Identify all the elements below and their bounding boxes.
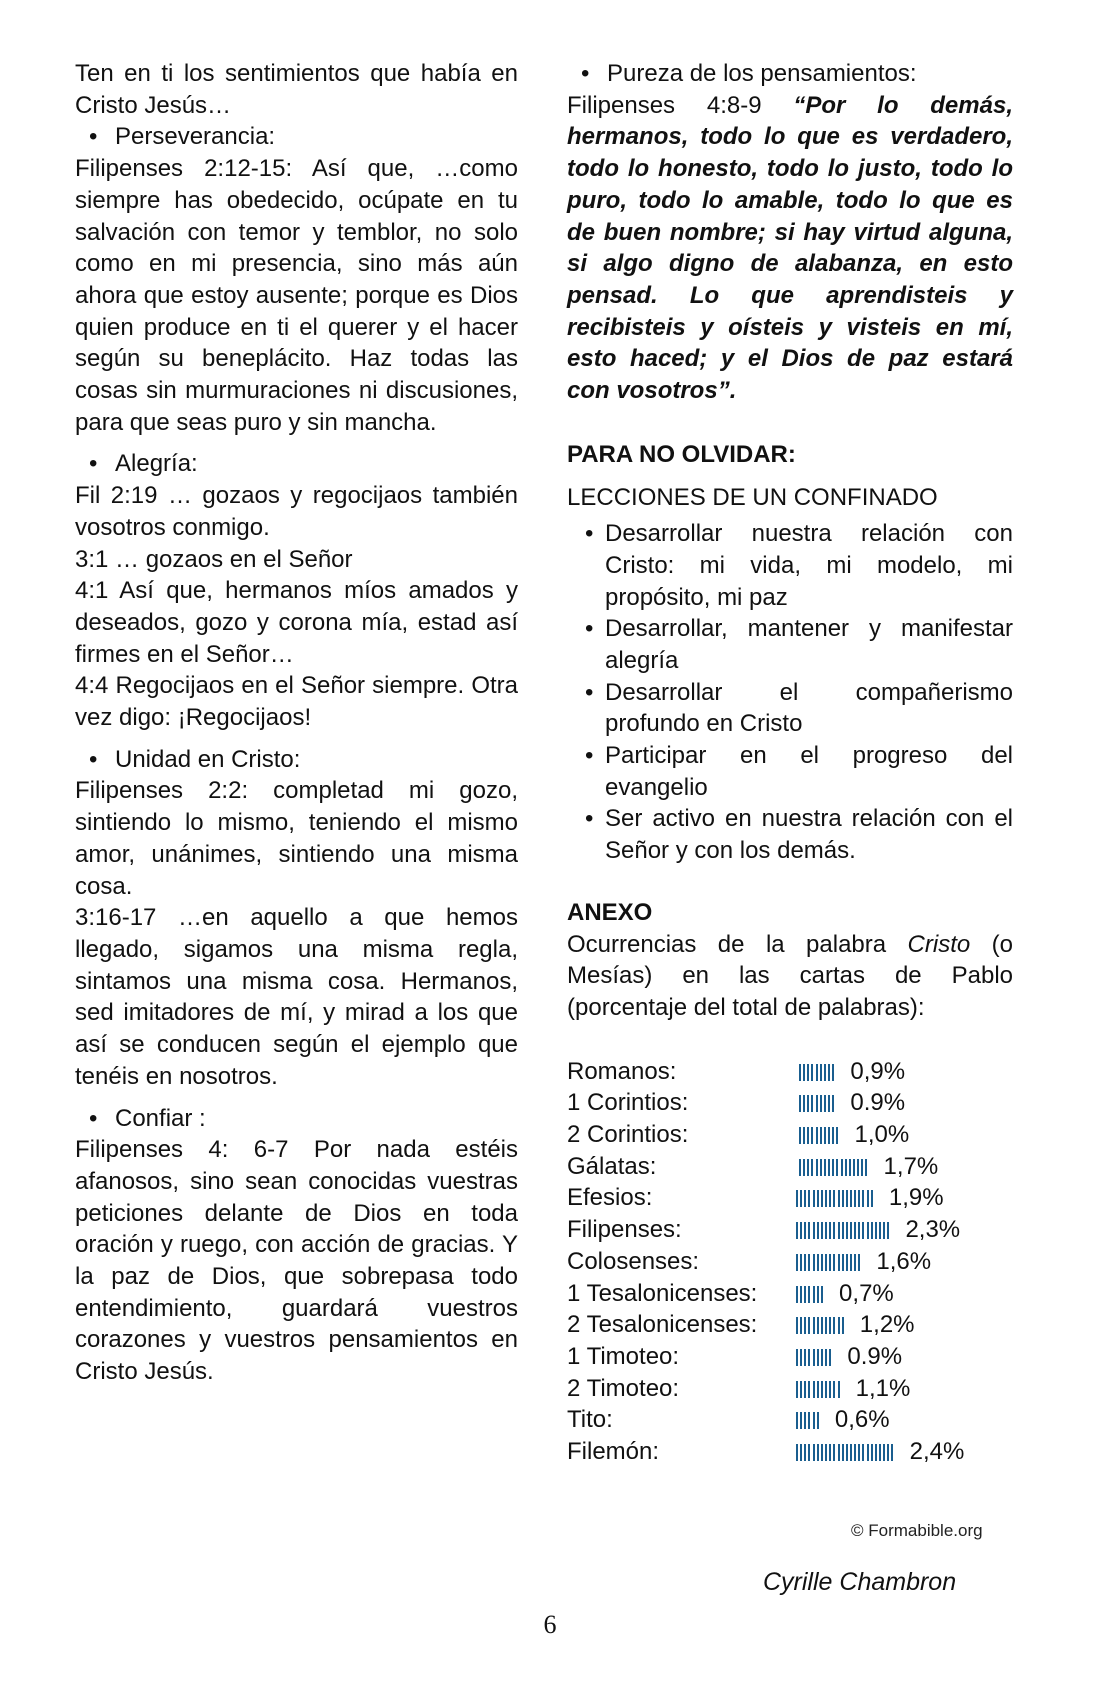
chart-data-label: 1,2% [859, 1311, 915, 1339]
chart-bar-tick [808, 1317, 810, 1334]
chart-bar-tick [853, 1159, 855, 1176]
chart-category-label: 1 Tesalonicenses: [567, 1279, 758, 1307]
chart-bar-tick [796, 1412, 798, 1429]
chart-bar-tick [825, 1254, 827, 1271]
chart-bar-tick [800, 1317, 802, 1334]
chart-bar-tick [821, 1444, 823, 1461]
chart-bar-tick [829, 1190, 831, 1207]
chart-bar-tick [804, 1381, 806, 1398]
chart-bar-tick [796, 1349, 798, 1366]
section-paragraph: Filipenses 2:2: completad mi gozo, sintiendo lo mismo, teniendo el mismo amor, unánimes, sintiendo una misma cosa. [75, 777, 518, 900]
chart-bar-tick [833, 1254, 835, 1271]
section-paragraph: Fil 2:19 … gozaos y regocijaos también vosotros conmigo. [75, 482, 518, 541]
chart-bar-tick [854, 1444, 856, 1461]
chart-row [567, 1182, 1013, 1214]
chart-data-label: 2,3% [905, 1216, 961, 1244]
lessons-title: LECCIONES DE UN CONFINADO [567, 484, 938, 512]
section-heading: • Unidad en Cristo: [89, 744, 518, 776]
remember-title: PARA NO OLVIDAR: [567, 440, 796, 468]
chart-bar [796, 1286, 825, 1303]
chart-bar-tick [854, 1222, 856, 1239]
chart-bar-tick [865, 1159, 867, 1176]
chart-bar-tick [825, 1190, 827, 1207]
bullet-icon: • [585, 678, 594, 706]
chart-bar-tick [804, 1286, 806, 1303]
chart-data-label: 1,0% [854, 1121, 910, 1149]
chart-bar-tick [833, 1381, 835, 1398]
chart-row [567, 1373, 1013, 1405]
chart-bar-tick [807, 1127, 809, 1144]
chart-bar-tick [808, 1222, 810, 1239]
chart-bar-tick [858, 1190, 860, 1207]
chart-bar-tick [800, 1412, 802, 1429]
chart-bar-tick [803, 1095, 805, 1112]
bullet-icon: • [585, 615, 594, 643]
chart-bar-tick [887, 1444, 889, 1461]
chart-bar-tick [817, 1190, 819, 1207]
chart-bar-tick [820, 1159, 822, 1176]
chart-bar-tick [833, 1190, 835, 1207]
section-paragraph: 4:4 Regocijaos en el Señor siempre. Otra vez digo: ¡Regocijaos! [75, 672, 518, 732]
chart-bar-tick [813, 1381, 815, 1398]
chart-bar-tick [850, 1190, 852, 1207]
chart-bar-tick [807, 1159, 809, 1176]
chart-bar-tick [817, 1286, 819, 1303]
lessons-list [567, 518, 1013, 867]
chart-bar-tick [820, 1095, 822, 1112]
chart-bar-tick [849, 1159, 851, 1176]
chart-data-label: 1,9% [888, 1184, 944, 1212]
chart-bar-tick [800, 1381, 802, 1398]
chart-bar-tick [832, 1095, 834, 1112]
chart-bar-tick [808, 1381, 810, 1398]
chart-bar-tick [804, 1222, 806, 1239]
chart-data-label: 0.9% [847, 1342, 903, 1370]
chart-category-label: Filipenses: [567, 1216, 682, 1244]
chart-bar-tick [841, 1159, 843, 1176]
intro-text: Ten en ti los sentimientos que había en Cristo Jesús… [75, 60, 518, 119]
chart-category-label: Tito: [567, 1406, 613, 1434]
chart-bar-tick [829, 1254, 831, 1271]
chart-row [567, 1151, 1013, 1183]
annex-italic-word: Cristo [907, 930, 971, 958]
chart-bar-tick [842, 1317, 844, 1334]
chart-bar-tick [838, 1222, 840, 1239]
chart-bar [796, 1349, 833, 1366]
chart-data-label: 2,4% [909, 1437, 965, 1465]
chart-bar-tick [825, 1349, 827, 1366]
chart-category-label: 2 Timoteo: [567, 1374, 680, 1402]
chart-row [567, 1214, 1013, 1246]
chart-bar-tick [813, 1349, 815, 1366]
bullet-icon: • [89, 1104, 98, 1132]
chart-bar [799, 1159, 870, 1176]
chart-bar-tick [803, 1159, 805, 1176]
chart-bar-tick [871, 1222, 873, 1239]
section-paragraph: 3:16-17 …en aquello a que hemos llegado, sigamos una misma regla, sintamos una misma cosa. Hermanos, sed imitadores de mí, y mirad a los que así se conducen según el ejemplo que tenéis en nosotros. [75, 904, 518, 1090]
chart-row [567, 1436, 1013, 1468]
occurrence-chart [567, 1056, 1013, 1468]
chart-bar-tick [829, 1444, 831, 1461]
chart-bar-tick [817, 1444, 819, 1461]
section-paragraph: 3:1 … gozaos en el Señor [75, 545, 353, 573]
chart-category-label: Efesios: [567, 1184, 653, 1212]
chart-bar-tick [871, 1444, 873, 1461]
chart-bar-tick [821, 1286, 823, 1303]
chart-bar-tick [796, 1254, 798, 1271]
chart-bar-tick [867, 1444, 869, 1461]
chart-category-label: 2 Tesalonicenses: [567, 1311, 758, 1339]
annex-title: ANEXO [567, 898, 653, 926]
chart-bar-tick [858, 1444, 860, 1461]
chart-data-label: 0,7% [839, 1279, 894, 1307]
chart-bar-tick [824, 1064, 826, 1081]
chart-bar-tick [800, 1254, 802, 1271]
chart-bar-tick [828, 1159, 830, 1176]
chart-category-label: 1 Corintios: [567, 1089, 689, 1117]
chart-bar-tick [796, 1286, 798, 1303]
chart-category-label: Romanos: [567, 1057, 677, 1085]
page-number: 6 [543, 1610, 557, 1639]
chart-bar-tick [824, 1095, 826, 1112]
chart-bar-tick [811, 1095, 813, 1112]
chart-bar-tick [817, 1254, 819, 1271]
chart-bar-tick [799, 1127, 801, 1144]
chart-bar-tick [838, 1381, 840, 1398]
chart-bar-tick [857, 1159, 859, 1176]
chart-category-label: Filemón: [567, 1437, 660, 1465]
chart-bar-tick [858, 1222, 860, 1239]
chart-data-label: 1,6% [876, 1247, 932, 1275]
chart-bar-tick [796, 1222, 798, 1239]
purity-heading: • Pureza de los pensamientos: [581, 58, 1013, 90]
lesson-item: • Desarrollar el compañerismo profundo en Cristo [585, 678, 1013, 738]
chart-data-label: 1,7% [883, 1152, 939, 1180]
chart-bar-tick [804, 1190, 806, 1207]
chart-bar-tick [820, 1127, 822, 1144]
chart-bar-tick [807, 1095, 809, 1112]
chart-bar-tick [829, 1381, 831, 1398]
chart-bar-tick [887, 1222, 889, 1239]
chart-bar-tick [838, 1317, 840, 1334]
chart-bar-tick [816, 1064, 818, 1081]
chart-bar-tick [800, 1444, 802, 1461]
chart-bar-tick [817, 1412, 819, 1429]
chart-bar [796, 1317, 846, 1334]
chart-bar-tick [817, 1349, 819, 1366]
chart-bar-tick [803, 1064, 805, 1081]
chart-bar-tick [846, 1222, 848, 1239]
section-paragraph: Filipenses 2:12-15: Así que, …como siempre has obedecido, ocúpate en tu salvación con temor y temblor, no solo como en mi presencia, sino más aún ahora que estoy ausente; porque es Dios quien produce en ti el querer y el hacer según su beneplácito. Haz todas las cosas sin murmuraciones ni discusiones, para que seas puro y sin mancha. [75, 155, 518, 436]
chart-row [567, 1404, 1013, 1436]
chart-bar-tick [838, 1190, 840, 1207]
chart-bar-tick [832, 1127, 834, 1144]
chart-row [567, 1087, 1013, 1119]
chart-bar-tick [846, 1444, 848, 1461]
chart-bar-tick [862, 1222, 864, 1239]
chart-bar-tick [813, 1286, 815, 1303]
chart-bar-tick [808, 1349, 810, 1366]
chart-bar-tick [811, 1064, 813, 1081]
chart-bar-tick [833, 1444, 835, 1461]
bullet-icon: • [89, 123, 98, 151]
chart-bar-tick [808, 1444, 810, 1461]
chart-bar [796, 1190, 875, 1207]
chart-bar-tick [825, 1317, 827, 1334]
chart-bar-tick [803, 1127, 805, 1144]
chart-bar-tick [824, 1159, 826, 1176]
chart-row [567, 1278, 1013, 1310]
bullet-icon: • [585, 805, 594, 833]
chart-bar-tick [821, 1381, 823, 1398]
section-paragraph: Filipenses 4: 6-7 Por nada estéis afanosos, sino sean conocidas vuestras peticiones delante de Dios en toda oración y ruego, con acción de gracias. Y la paz de Dios, que sobrepasa todo entendimiento, guardará vuestros corazones y vuestros pensamientos en Cristo Jesús. [75, 1136, 518, 1386]
chart-bar-tick [825, 1444, 827, 1461]
chart-category-label: 2 Corintios: [567, 1121, 689, 1149]
chart-bar-tick [854, 1254, 856, 1271]
bullet-icon: • [89, 745, 98, 773]
chart-row [567, 1119, 1013, 1151]
chart-bar-tick [836, 1159, 838, 1176]
chart-bar-tick [821, 1222, 823, 1239]
chart-bar-tick [796, 1317, 798, 1334]
purity-quote: “Por lo demás, hermanos, todo lo que es verdadero, todo lo honesto, todo lo justo, todo lo puro, todo lo amable, todo lo que es de buen nombre; si hay virtud alguna, si algo digno de alabanza, en esto pensad. Lo que aprendisteis y recibisteis y oísteis y visteis en mí, esto haced; y el Dios de paz estará con vosotros”. [567, 91, 1013, 405]
chart-bar [799, 1127, 841, 1144]
chart-bar-tick [846, 1254, 848, 1271]
chart-bar [796, 1412, 821, 1429]
chart-bar-tick [829, 1349, 831, 1366]
chart-bar-tick [891, 1444, 893, 1461]
chart-bar-tick [811, 1127, 813, 1144]
chart-bar-tick [862, 1190, 864, 1207]
chart-bar-tick [883, 1444, 885, 1461]
chart-bar-tick [813, 1317, 815, 1334]
chart-bar-tick [821, 1317, 823, 1334]
annex-description: Ocurrencias de la palabra Cristo (o Mesías) en las cartas de Pablo (porcentaje del total de palabras): [567, 930, 1013, 1021]
chart-bar-tick [817, 1222, 819, 1239]
chart-bar-tick [800, 1286, 802, 1303]
chart-row [567, 1056, 1013, 1088]
chart-bar-tick [813, 1444, 815, 1461]
chart-bar-tick [833, 1222, 835, 1239]
chart-bar-tick [816, 1159, 818, 1176]
chart-bar-tick [842, 1444, 844, 1461]
chart-bar-tick [825, 1222, 827, 1239]
purity-reference: Filipenses 4:8-9 [567, 91, 762, 119]
chart-bar-tick [867, 1222, 869, 1239]
chart-bar-tick [850, 1254, 852, 1271]
chart-category-label: Gálatas: [567, 1152, 657, 1180]
section-heading: • Alegría: [89, 448, 518, 480]
right-column [567, 58, 1013, 1468]
chart-row [567, 1246, 1013, 1278]
chart-data-label: 0.9% [850, 1089, 906, 1117]
chart-bar-tick [800, 1349, 802, 1366]
chart-bar-tick [828, 1095, 830, 1112]
left-sections [75, 121, 518, 1387]
chart-bar-tick [825, 1381, 827, 1398]
bullet-icon: • [89, 450, 98, 478]
chart-bar-tick [816, 1127, 818, 1144]
chart-bar-tick [799, 1159, 801, 1176]
chart-category-label: Colosenses: [567, 1247, 700, 1275]
chart-bar-tick [800, 1222, 802, 1239]
chart-bar [799, 1095, 836, 1112]
bullet-icon: • [585, 742, 594, 770]
chart-bar-tick [846, 1190, 848, 1207]
chart-bar-tick [879, 1222, 881, 1239]
chart-bar-tick [808, 1190, 810, 1207]
chart-bar-tick [808, 1254, 810, 1271]
chart-bar-tick [821, 1349, 823, 1366]
chart-row [567, 1341, 1013, 1373]
chart-bar-tick [804, 1317, 806, 1334]
chart-bar-tick [796, 1190, 798, 1207]
copyright-note: © Formabible.org [851, 1521, 983, 1540]
chart-bar-tick [850, 1222, 852, 1239]
chart-bar-tick [813, 1222, 815, 1239]
chart-bar-tick [816, 1095, 818, 1112]
chart-bar-tick [808, 1412, 810, 1429]
lesson-item: • Desarrollar, mantener y manifestar alegría [585, 615, 1013, 674]
chart-bar-tick [871, 1190, 873, 1207]
chart-bar-tick [832, 1159, 834, 1176]
chart-bar [796, 1254, 862, 1271]
chart-data-label: 1,1% [855, 1374, 911, 1402]
chart-bar-tick [817, 1381, 819, 1398]
chart-bar [799, 1064, 836, 1081]
bullet-icon: • [585, 520, 594, 548]
left-column [75, 58, 518, 1388]
section-heading: • Perseverancia: [89, 121, 518, 153]
lesson-item: • Participar en el progreso del evangelio [585, 742, 1013, 801]
bullet-icon: • [581, 60, 590, 87]
chart-bar-tick [811, 1159, 813, 1176]
chart-data-label: 0,6% [834, 1406, 890, 1434]
chart-bar-tick [850, 1444, 852, 1461]
chart-bar-tick [842, 1190, 844, 1207]
chart-bar-tick [854, 1190, 856, 1207]
chart-bar-tick [824, 1127, 826, 1144]
chart-bar-tick [883, 1222, 885, 1239]
chart-data-label: 0,9% [850, 1057, 906, 1085]
chart-bar-tick [861, 1159, 863, 1176]
chart-bar-tick [817, 1317, 819, 1334]
chart-bar-tick [800, 1190, 802, 1207]
chart-bar-tick [804, 1412, 806, 1429]
lesson-item: • Ser activo en nuestra relación con el Señor y con los demás. [585, 805, 1013, 865]
chart-bar-tick [813, 1190, 815, 1207]
chart-bar-tick [833, 1317, 835, 1334]
chart-bar-tick [842, 1254, 844, 1271]
chart-bar-tick [808, 1286, 810, 1303]
chart-bar-tick [804, 1444, 806, 1461]
chart-bar-tick [796, 1381, 798, 1398]
section-heading: • Confiar : [89, 1103, 518, 1135]
chart-bar-tick [838, 1444, 840, 1461]
chart-bar-tick [875, 1444, 877, 1461]
chart-bar-tick [804, 1254, 806, 1271]
chart-bar-tick [858, 1254, 860, 1271]
chart-bar-tick [820, 1064, 822, 1081]
chart-bar-tick [828, 1064, 830, 1081]
chart-bar-tick [828, 1127, 830, 1144]
chart-bar-tick [845, 1159, 847, 1176]
chart-bar-tick [862, 1444, 864, 1461]
chart-category-label: 1 Timoteo: [567, 1342, 680, 1370]
chart-bar-tick [829, 1317, 831, 1334]
chart-bar-tick [842, 1222, 844, 1239]
author-name: Cyrille Chambron [763, 1568, 957, 1596]
chart-bar [796, 1444, 896, 1461]
chart-bar-tick [832, 1064, 834, 1081]
chart-bar [796, 1381, 842, 1398]
chart-bar-tick [836, 1127, 838, 1144]
chart-bar-tick [821, 1190, 823, 1207]
chart-bar-tick [799, 1064, 801, 1081]
chart-bar-tick [807, 1064, 809, 1081]
section-paragraph: 4:1 Así que, hermanos míos amados y deseados, gozo y corona mía, estad así firmes en el Señor… [75, 577, 518, 668]
chart-bar-tick [796, 1444, 798, 1461]
chart-bar-tick [804, 1349, 806, 1366]
chart-bar-tick [799, 1095, 801, 1112]
chart-bar-tick [838, 1254, 840, 1271]
chart-bar-tick [813, 1412, 815, 1429]
chart-row [567, 1309, 1013, 1341]
chart-bar-tick [875, 1222, 877, 1239]
chart-bar-tick [829, 1222, 831, 1239]
chart-bar-tick [867, 1190, 869, 1207]
purity-passage [567, 90, 1013, 407]
chart-bar-tick [821, 1254, 823, 1271]
chart-bar-tick [813, 1254, 815, 1271]
lesson-item: • Desarrollar nuestra relación con Cristo: mi vida, mi modelo, mi propósito, mi paz [585, 520, 1013, 611]
chart-bar-tick [879, 1444, 881, 1461]
chart-bar [796, 1222, 891, 1239]
